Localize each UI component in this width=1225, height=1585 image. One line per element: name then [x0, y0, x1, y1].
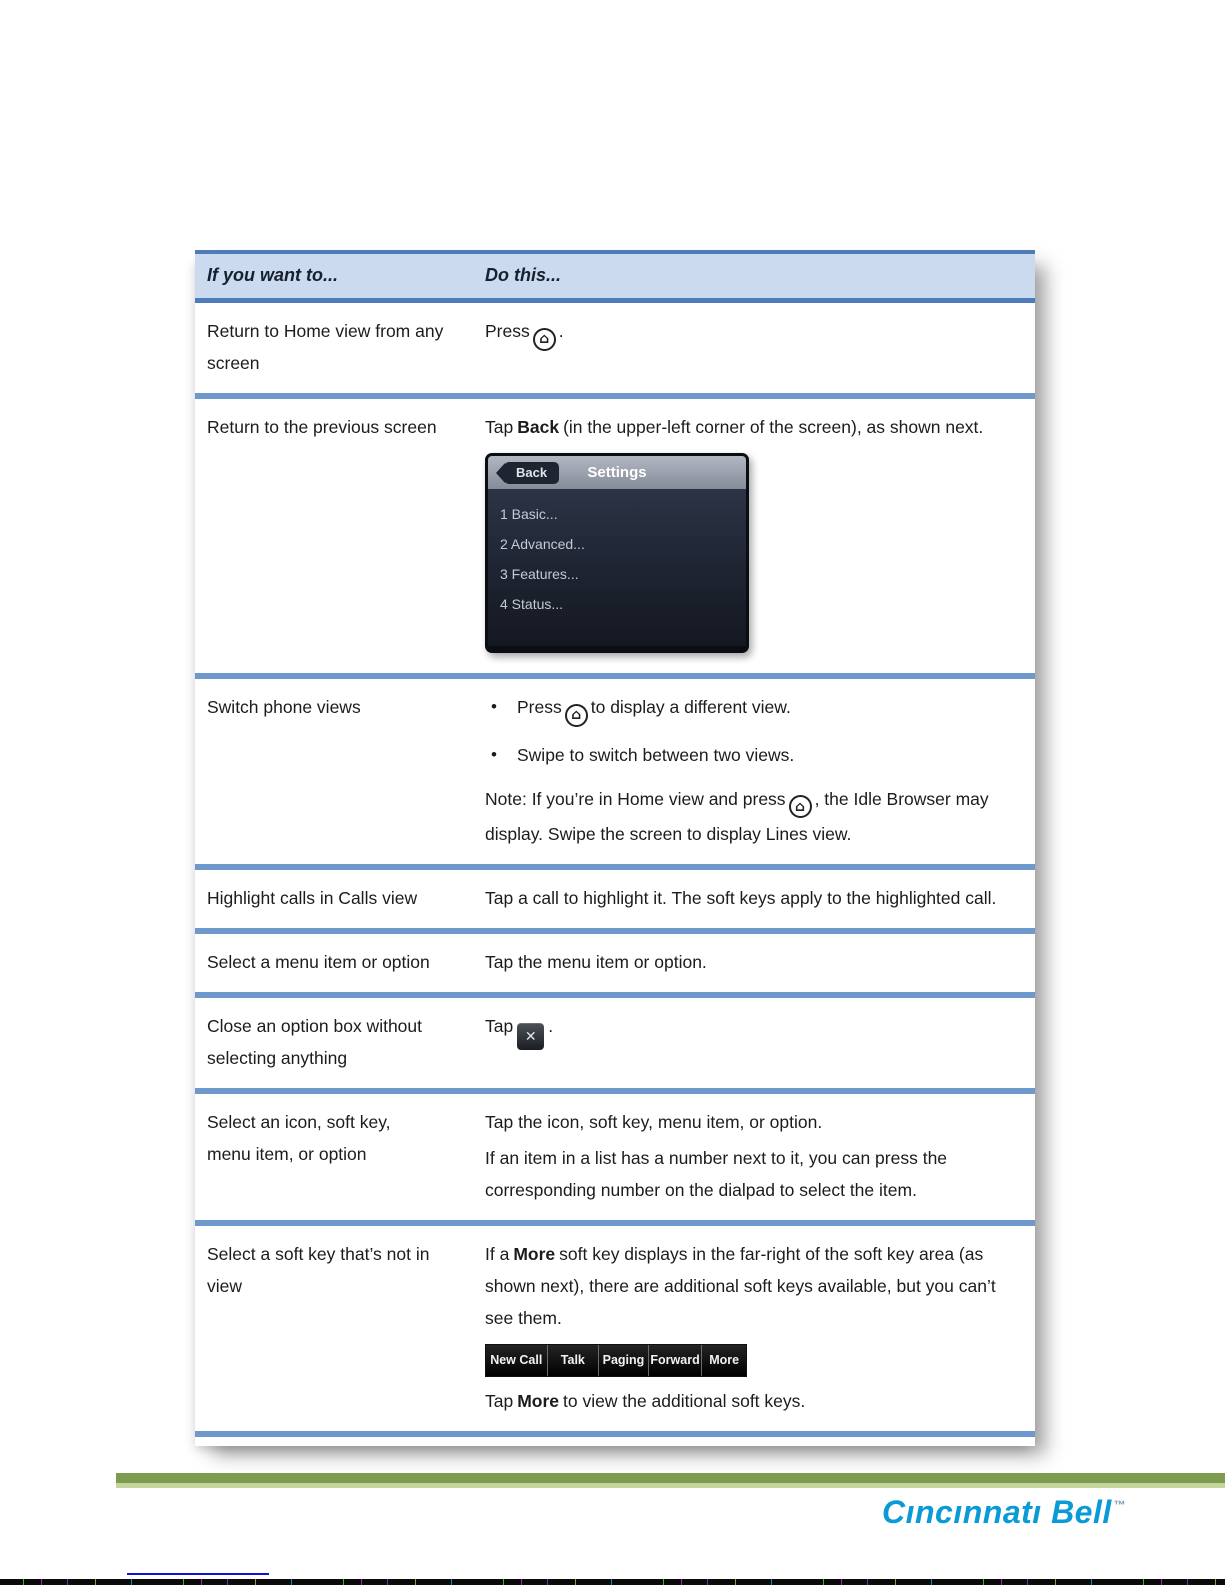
table-row [195, 679, 1035, 870]
softkey-more: More [709, 1353, 740, 1367]
want-cell: Select a soft key that’s not in view [207, 1244, 430, 1296]
table-row [195, 303, 1035, 399]
softkey-talk: Talk [548, 1345, 600, 1376]
table-row [195, 998, 1035, 1094]
want-cell: Close an option box without selecting anything [207, 1016, 422, 1068]
hyperlink-underline[interactable] [127, 1573, 269, 1575]
table-row [195, 1094, 1035, 1226]
do-cell: Tap Back (in the upper-left corner of the screen), as shown next. Settings Back 1 Basic... 2 Advanced... 3 Features... 4 Status... [485, 411, 1023, 659]
want-cell: Return to Home view from any screen [207, 321, 444, 373]
do-cell: Tap✕. [485, 1010, 1023, 1074]
do-cell: Tap a call to highlight it. The soft keys apply to the highlighted call. [485, 888, 997, 908]
note-paragraph: Note: If you’re in Home view and press ⌂ , the Idle Browser may display. Swipe the screen to display Lines view. [485, 788, 989, 844]
close-icon: ✕ [517, 1023, 544, 1050]
trademark-symbol: ™ [1113, 1498, 1127, 1512]
do-cell: Tap the menu item or option. [485, 952, 707, 972]
menu-item-advanced: 2 Advanced... [500, 536, 585, 552]
home-icon: ⌂ [565, 704, 588, 727]
do-cell: Tap the icon, soft key, menu item, or option. If an item in a list has a number next to it, you can press the corresponding number on the dialpad to select the item. [485, 1112, 948, 1200]
do-cell [485, 691, 1023, 850]
table-header-row [195, 250, 1035, 303]
footer-green-bar-dark [116, 1473, 1225, 1483]
header-do-this: Do this... [485, 265, 561, 285]
table-row [195, 1226, 1035, 1437]
do-cell: Press ⌂ . [485, 315, 1023, 379]
footer-green-bar-light [116, 1483, 1225, 1488]
footer-green-bar [116, 1473, 1225, 1488]
bullet-item: • Swipe to switch between two views. [491, 739, 1023, 771]
home-icon: ⌂ [789, 795, 812, 818]
want-cell: Return to the previous screen [207, 417, 437, 437]
back-button: Back [504, 462, 559, 484]
instruction-table [195, 250, 1035, 1446]
page-edge-artifact [0, 1579, 1225, 1585]
softkey-paging: Paging [599, 1345, 649, 1376]
bullet-icon: • [491, 744, 497, 764]
table-row [195, 934, 1035, 998]
want-cell: Select a menu item or option [207, 952, 430, 972]
want-cell: Highlight calls in Calls view [207, 888, 418, 908]
bullet-icon: • [491, 697, 497, 716]
softkey-new-call: New Call [486, 1345, 548, 1376]
home-icon: ⌂ [533, 328, 556, 351]
table-row [195, 399, 1035, 679]
menu-item-features: 3 Features... [500, 566, 579, 582]
phone-settings-screenshot [485, 453, 749, 653]
menu-item-basic: 1 Basic... [500, 506, 558, 522]
menu-item-status: 4 Status... [500, 596, 564, 612]
do-cell: If a More soft key displays in the far-right of the soft key area (as shown next), there are additional soft keys available, but you can’t see them. New Call Talk Paging Forward More Tap More to view the additional soft keys. [485, 1244, 996, 1411]
bullet-item: • Press ⌂ to display a different view. [491, 691, 1023, 727]
phone-screen-title: Settings [587, 463, 647, 481]
table-row [195, 870, 1035, 934]
want-cell: Select an icon, soft key, menu item, or option [207, 1112, 391, 1164]
phone-title-bar [488, 456, 746, 491]
header-if-you-want-to: If you want to... [207, 265, 338, 285]
softkey-bar-screenshot [485, 1344, 747, 1377]
want-cell: Switch phone views [207, 697, 361, 717]
phone-menu-list [488, 491, 746, 646]
softkey-forward: Forward [649, 1345, 703, 1376]
cincinnati-bell-logo: Cıncınnatı Bell ™ [882, 1494, 1127, 1530]
